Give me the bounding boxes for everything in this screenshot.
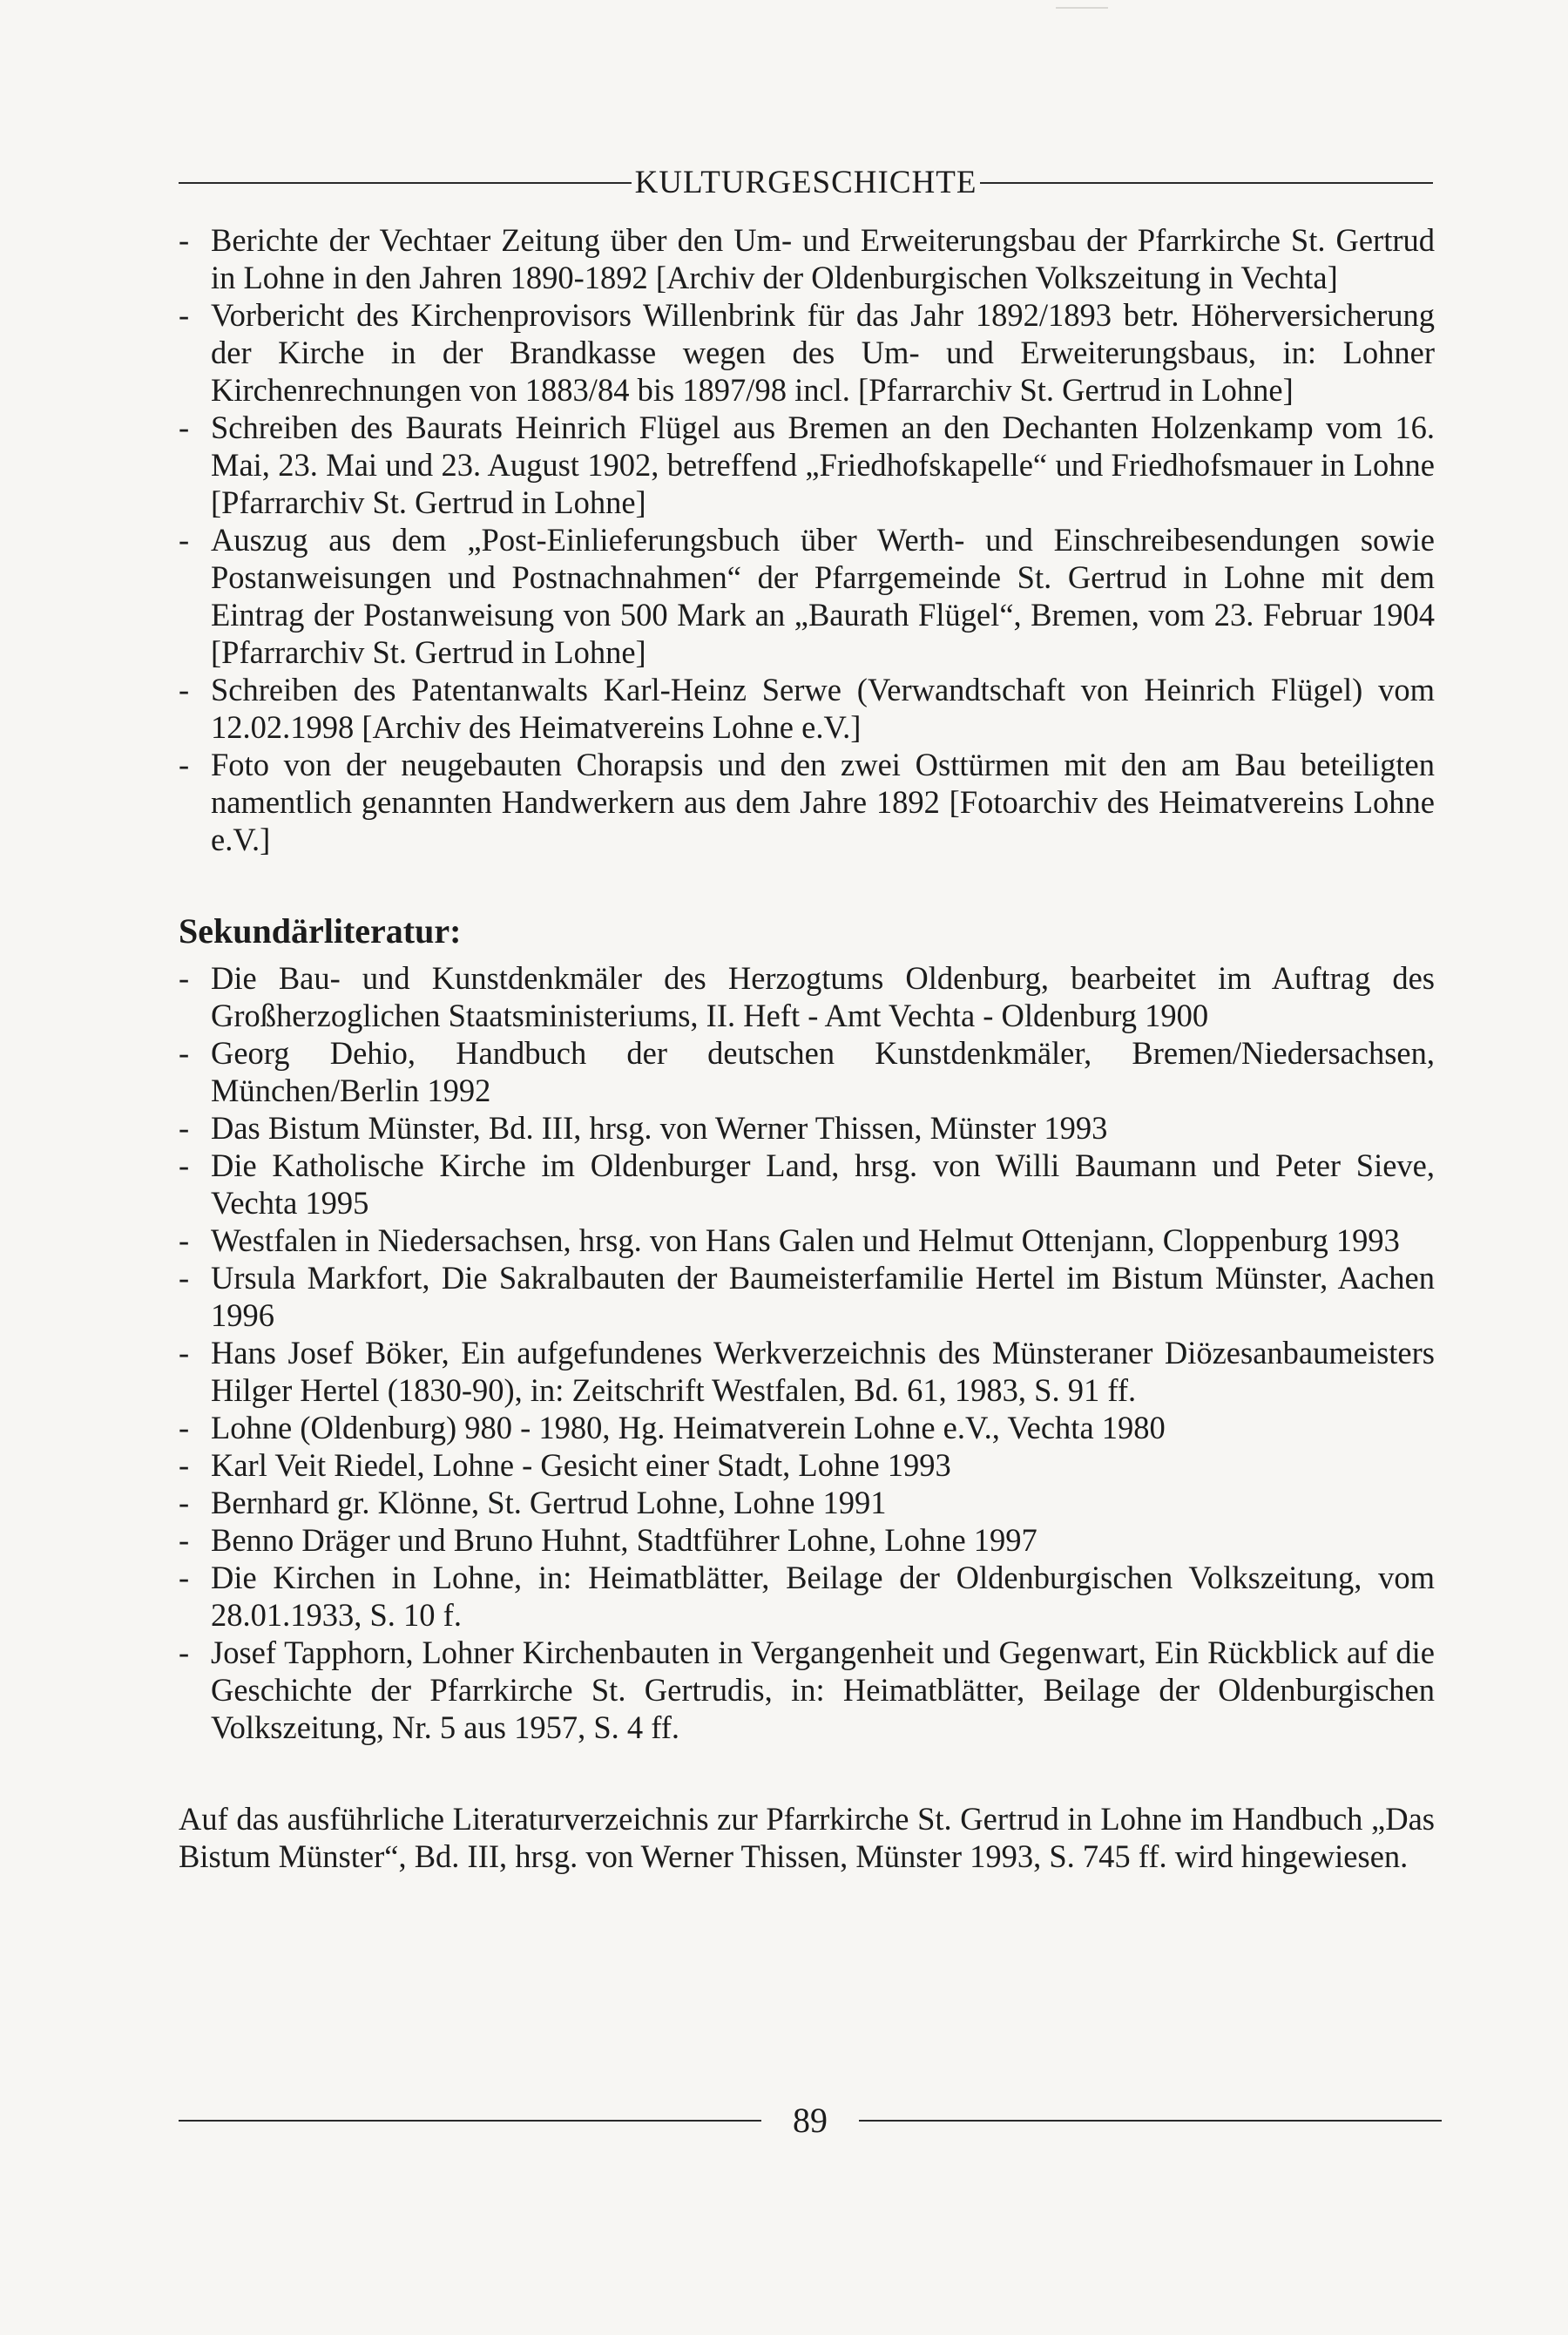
literature-entry: - Bernhard gr. Klönne, St. Gertrud Lohne, Lohne 1991 [179, 1484, 1435, 1521]
literature-entry: - Benno Dräger und Bruno Huhnt, Stadtführer Lohne, Lohne 1997 [179, 1521, 1435, 1559]
page-footer [179, 2100, 1442, 2141]
running-head-title: KULTURGESCHICHTE [634, 165, 977, 200]
literature-entry: - Hans Josef Böker, Ein aufgefundenes Werkverzeichnis des Münsteraner Diözesanbaumeisters Hilger Hertel (1830-90), in: Zeitschrift Westfalen, Bd. 61, 1983, S. 91 ff. [179, 1334, 1435, 1409]
running-head [179, 164, 1433, 201]
secondary-literature-list [179, 959, 1435, 1746]
footer-rule-right [859, 2120, 1442, 2122]
literature-entry: - Die Bau- und Kunstdenkmäler des Herzogtums Oldenburg, bearbeitet im Auftrag des Großherzoglichen Staatsministeriums, II. Heft - Amt Vechta - Oldenburg 1900 [179, 959, 1435, 1034]
literature-entry: - Westfalen in Niedersachsen, hrsg. von Hans Galen und Helmut Ottenjann, Cloppenburg 1993 [179, 1222, 1435, 1259]
literature-entry: - Josef Tapphorn, Lohner Kirchenbauten in Vergangenheit und Gegenwart, Ein Rückblick auf die Geschichte der Pfarrkirche St. Gertrudis, in: Heimatblätter, Beilage der Oldenburgischen Volkszeitung, Nr. 5 aus 1957, S. 4 ff. [179, 1634, 1435, 1746]
closing-note: Auf das ausführliche Literaturverzeichnis zur Pfarrkirche St. Gertrud in Lohne im Handbuch „Das Bistum Münster“, Bd. III, hrsg. von Werner Thissen, Münster 1993, S. 745 ff. wird hingewiesen. [179, 1801, 1435, 1874]
source-entry: - Schreiben des Patentanwalts Karl-Heinz Serwe (Verwandtschaft von Heinrich Flügel) vom 12.02.1998 [Archiv des Heimatvereins Lohne e.V.] [179, 671, 1435, 746]
footer-rule-left [179, 2120, 761, 2122]
source-entry: - Berichte der Vechtaer Zeitung über den Um- und Erweiterungsbau der Pfarrkirche St. Gertrud in Lohne in den Jahren 1890-1892 [Archiv der Oldenburgischen Volkszeitung in Vechta] [179, 221, 1435, 296]
source-entry: - Auszug aus dem „Post-Einlieferungsbuch über Werth- und Einschreibesendungen sowie Postanweisungen und Postnachnahmen“ der Pfarrgemeinde St. Gertrud in Lohne mit dem Eintrag der Postanweisung von 500 Mark an „Baurath Flügel“, Bremen, vom 23. Februar 1904 [Pfarrarchiv St. Gertrud in Lohne] [179, 521, 1435, 671]
source-entry: - Foto von der neugebauten Chorapsis und den zwei Osttürmen mit den am Bau beteiligten namentlich genannten Handwerkern aus dem Jahre 1892 [Fotoarchiv des Heimatvereins Lohne e.V.] [179, 746, 1435, 858]
header-rule-right [980, 182, 1433, 184]
scan-mark [1056, 7, 1108, 9]
literature-entry: - Karl Veit Riedel, Lohne - Gesicht einer Stadt, Lohne 1993 [179, 1446, 1435, 1484]
page-number: 89 [793, 2101, 828, 2140]
literature-entry: - Ursula Markfort, Die Sakralbauten der Baumeisterfamilie Hertel im Bistum Münster, Aachen 1996 [179, 1259, 1435, 1334]
primary-sources-list [179, 221, 1435, 858]
source-entry: - Vorbericht des Kirchenprovisors Willenbrink für das Jahr 1892/1893 betr. Höherversicherung der Kirche in der Brandkasse wegen des Um- und Erweiterungsbaus, in: Lohner Kirchenrechnungen von 1883/84 bis 1897/98 incl. [Pfarrarchiv St. Gertrud in Lohne] [179, 296, 1435, 409]
page-content [179, 221, 1435, 1907]
header-rule-left [179, 182, 632, 184]
literature-entry: - Georg Dehio, Handbuch der deutschen Kunstdenkmäler, Bremen/Niedersachsen, München/Berlin 1992 [179, 1034, 1435, 1109]
literature-entry: - Lohne (Oldenburg) 980 - 1980, Hg. Heimatverein Lohne e.V., Vechta 1980 [179, 1409, 1435, 1446]
literature-entry: - Die Katholische Kirche im Oldenburger Land, hrsg. von Willi Baumann und Peter Sieve, Vechta 1995 [179, 1147, 1435, 1222]
section-heading-secondary: Sekundärliteratur: [179, 911, 462, 951]
literature-entry: - Das Bistum Münster, Bd. III, hrsg. von Werner Thissen, Münster 1993 [179, 1109, 1435, 1147]
source-entry: - Schreiben des Baurats Heinrich Flügel aus Bremen an den Dechanten Holzenkamp vom 16. Mai, 23. Mai und 23. August 1902, betreffend „Friedhofskapelle“ und Friedhofsmauer in Lohne [Pfarrarchiv St. Gertrud in Lohne] [179, 409, 1435, 521]
literature-entry: - Die Kirchen in Lohne, in: Heimatblätter, Beilage der Oldenburgischen Volkszeitung, vom 28.01.1933, S. 10 f. [179, 1559, 1435, 1634]
